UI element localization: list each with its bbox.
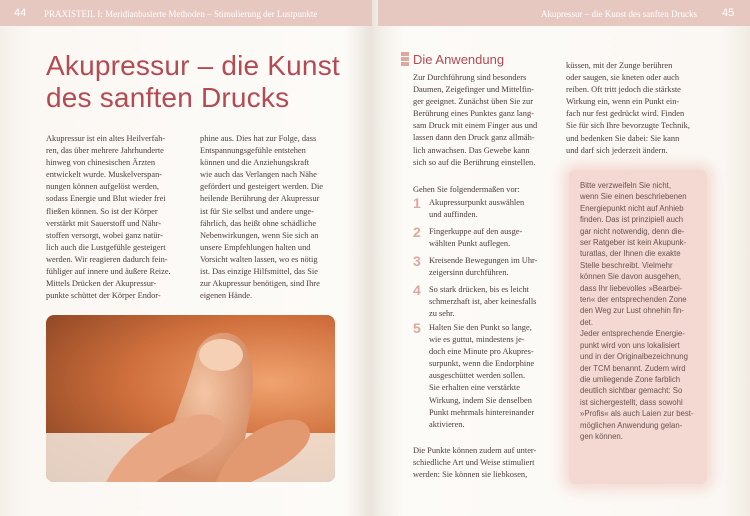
- text-line: deutlich sichtbar gemacht: So: [580, 386, 683, 396]
- text-line: surpunkt, wenn die Endorphine: [429, 359, 535, 369]
- intro-paragraph: [413, 72, 563, 169]
- text-line: ist für Sie selbst und andere unge-: [200, 206, 314, 216]
- text-line: turatlas, der Ihnen die exakte: [580, 249, 681, 259]
- left-running-head: PRAXISTEIL I: Meridianbasierte Methoden – Stimulierung der Lustpunkte: [44, 9, 318, 19]
- text-line: schiedliche Art und Weise stimuliert: [413, 458, 535, 468]
- text-line: gefördert und gesteigert werden. Die: [200, 182, 324, 192]
- text-line: sich so auf die Berührung einstellen.: [413, 157, 536, 167]
- text-line: entwickelt wurde. Muskelverspan-: [46, 170, 163, 180]
- text-line: reiben. Oft tritt jedoch die stärkste: [566, 85, 681, 95]
- text-line: den Weg zur Lust ohnehin fin-: [580, 306, 684, 316]
- text-line: Sie für sich Ihre bevorzugte Technik,: [566, 121, 690, 131]
- text-line: oder saugen, sie kneten oder auch: [566, 73, 680, 83]
- text-line: punkte schüttet der Körper Endor-: [46, 291, 161, 301]
- text-line: »Profis« als auch Laien zur best-: [580, 409, 694, 419]
- text-line: und bedenken Sie dabei: Sie kann: [566, 133, 680, 143]
- text-line: Jeder entsprechende Energie-: [580, 329, 685, 339]
- text-line: können und die Anziehungskraft: [200, 158, 310, 168]
- left-text-column-1: [46, 133, 186, 302]
- text-line: schmerzhaft ist, aber keinesfalls: [429, 297, 537, 307]
- chapter-title: [46, 50, 366, 114]
- text-line: ten« der entsprechenden Zone: [580, 295, 687, 305]
- text-line: ser Ratgeber ist kein Akupunk-: [580, 238, 687, 248]
- text-line: So stark drücken, bis es leicht: [429, 285, 530, 294]
- section-heading: Die Anwendung: [413, 52, 505, 67]
- step-text: [429, 322, 554, 431]
- section-dots-icon: [401, 52, 409, 66]
- title-line: Akupressur – die Kunst: [46, 50, 340, 81]
- text-line: und darf sich jederzeit ändern.: [566, 145, 668, 155]
- text-line: fühliger auf innere und äußere Reize.: [46, 267, 171, 277]
- text-line: aktivieren.: [429, 419, 465, 429]
- text-line: nungen können aufgelöst werden,: [46, 182, 160, 192]
- text-line: können Sie davon ausgehen,: [580, 272, 682, 282]
- text-line: det.: [580, 317, 594, 327]
- text-line: Kreisende Bewegungen im Uhr-: [429, 256, 538, 265]
- step-text: [429, 226, 554, 250]
- left-text-column-2: [200, 133, 340, 302]
- text-line: zur Akupressur benötigen, sind Ihre: [200, 279, 320, 289]
- text-line: phine aus. Dies hat zur Folge, dass: [200, 134, 317, 143]
- text-line: Daumen, Zeigefinger und Mittelfin-: [413, 85, 534, 95]
- text-line: punkt wird von uns lokalisiert: [580, 340, 680, 350]
- text-line: verstärkt mit Sauerstoff und Nähr-: [46, 218, 162, 228]
- text-line: gen können.: [580, 431, 623, 441]
- text-line: wählten Punkt auflegen.: [429, 239, 511, 249]
- text-line: wenn Sie einen beschriebenen: [580, 192, 687, 202]
- text-line: Zur Durchführung sind besonders: [413, 73, 527, 82]
- text-line: Wirkung ein, wenn ein Punkt ein-: [566, 97, 680, 107]
- text-line: sam Druck mit einem Finger aus und: [413, 121, 538, 131]
- text-line: Bitte verzweifeln Sie nicht,: [580, 181, 672, 190]
- text-line: fach nur fest gedrückt wird. Finden: [566, 109, 685, 119]
- text-line: hinweg von chinesischen Ärzten: [46, 158, 156, 168]
- right-page-number: 45: [722, 7, 735, 19]
- step-number: 4: [413, 282, 421, 298]
- text-line: wie es guttut, mindestens je-: [429, 335, 525, 345]
- text-line: werden: Sie können sie liebkosen,: [413, 470, 528, 480]
- text-line: Fingerkuppe auf den ausge-: [429, 227, 523, 236]
- text-line: Akupressur ist ein altes Heilverfah-: [46, 134, 166, 143]
- left-page-number: 44: [14, 7, 27, 19]
- text-line: Entspannungsgefühle entstehen: [200, 146, 306, 156]
- step-number: 2: [413, 224, 421, 240]
- text-line: und in der Originalbezeichnung: [580, 352, 688, 362]
- text-line: die umliegende Zone farblich: [580, 374, 681, 384]
- text-line: sodass Energie und Blut wieder frei: [46, 194, 166, 204]
- text-line: doch eine Minute pro Akupres-: [429, 347, 534, 357]
- text-line: ist. Das einzige Hilfsmittel, das Sie: [200, 267, 318, 277]
- text-line: lassen dann den Druck ganz allmäh-: [413, 133, 535, 143]
- text-line: der TCM benannt. Zudem wird: [580, 363, 686, 373]
- steps-intro: Gehen Sie folgendermaßen vor:: [413, 185, 520, 194]
- text-line: unsere Empfehlungen halten und: [200, 242, 311, 252]
- step-text: [429, 255, 554, 279]
- text-line: und auffinden.: [429, 210, 478, 220]
- text-line: Punkt mehrmals hintereinander: [429, 407, 535, 417]
- text-line: fährlich, das heißt ohne schädliche: [200, 218, 317, 228]
- outro-paragraph: [413, 445, 563, 481]
- text-line: lich anwachsen. Das Gewebe kann: [413, 145, 530, 155]
- text-line: finden. Das ist prinzipiell auch: [580, 215, 684, 225]
- step-number: 5: [413, 320, 421, 336]
- step-number: 3: [413, 253, 421, 269]
- text-line: Akupressurpunkt auswählen: [429, 198, 525, 207]
- tip-box-text: [580, 180, 697, 442]
- text-line: Wirkung, indem Sie denselben: [429, 395, 532, 405]
- right-text-column: [566, 60, 716, 157]
- text-line: Vorsicht walten lassen, wo es nötig: [200, 254, 318, 264]
- text-line: möglichen Anwendung gelan-: [580, 420, 683, 430]
- text-line: Nebenwirkungen, wenn Sie sich an: [200, 230, 319, 240]
- text-line: küssen, mit der Zunge berühren: [566, 61, 673, 70]
- text-line: Halten Sie den Punkt so lange,: [429, 323, 532, 332]
- text-line: dass Ihr liebevolles »Bearbei-: [580, 283, 683, 293]
- text-line: fließen können. So ist der Körper: [46, 206, 158, 216]
- step-number: 1: [413, 195, 421, 211]
- text-line: zeigersinn durchführen.: [429, 268, 509, 278]
- text-line: ist sichergestellt, dass sowohl: [580, 397, 683, 407]
- text-line: wie auch das Verlangen nach Nähe: [200, 170, 317, 180]
- step-text: [429, 197, 554, 221]
- text-line: ausgeschüttet werden sollen.: [429, 371, 526, 381]
- text-line: Mittels Drücken der Akupressur-: [46, 279, 157, 289]
- foot-massage-photo: [46, 315, 335, 482]
- text-line: stoffen versorgt, wobei ganz natür-: [46, 230, 163, 240]
- text-line: Berührung eines Punktes ganz lang-: [413, 109, 534, 119]
- text-line: eigenen Hände.: [200, 291, 253, 301]
- text-line: ger geeignet. Zunächst üben Sie zur: [413, 97, 533, 107]
- text-line: lich auch die Lustgefühle gesteigert: [46, 242, 166, 252]
- text-line: Energiepunkt nicht auf Anhieb: [580, 203, 684, 213]
- text-line: Die Punkte können zudem auf unter-: [413, 446, 537, 455]
- text-line: zu sehr.: [429, 309, 455, 319]
- text-line: Stelle beschreibt. Vielmehr: [580, 260, 673, 270]
- right-running-head: Akupressur – die Kunst des sanften Drucks: [541, 9, 697, 19]
- foot-massage-illustration: [46, 315, 335, 482]
- text-line: gar nicht notwendig, denn die-: [580, 226, 685, 236]
- text-line: Sie erhalten eine verstärkte: [429, 383, 520, 393]
- step-text: [429, 284, 554, 320]
- text-line: werden. Wir reagieren dadurch fein-: [46, 254, 168, 264]
- text-line: heilende Berührung der Akupressur: [200, 194, 320, 204]
- title-line: des sanften Drucks: [46, 82, 290, 113]
- text-line: ren, das über mehrere Jahrhunderte: [46, 146, 164, 156]
